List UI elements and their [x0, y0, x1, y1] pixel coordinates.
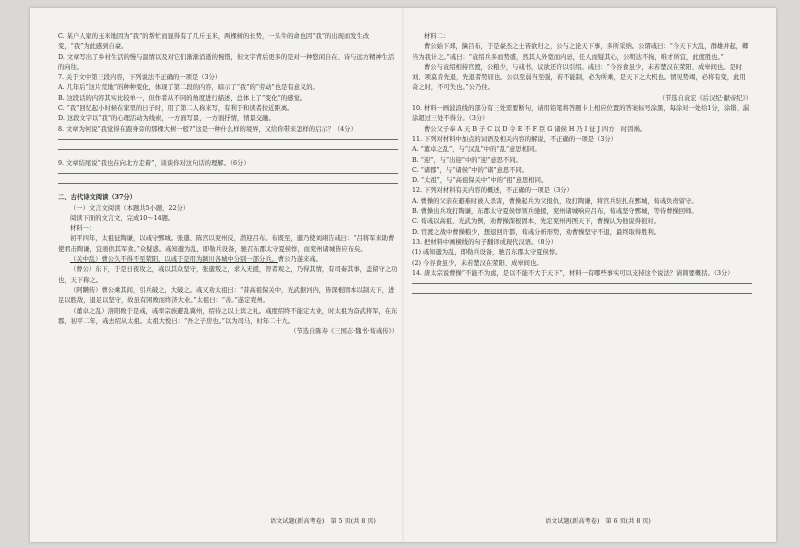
- passage-paragraph: （董卓之乱）洛阳败于是彧，彧率宗族避乱冀州，绍待之以上宾之礼。彧度绍终不能定大业，时太祖为奋武将军，在东郡，初平二年，彧去绍从太祖。太祖大悦曰：“吾之子房也。”以为司马，时年二十九。: [58, 307, 398, 325]
- passage-source: （节选自袁宏《后汉纪·献帝纪》）: [658, 94, 752, 102]
- question-12: 12. 下列对材料有关内容的概述，不正确的一项是（3分）: [412, 187, 573, 195]
- question-11-d: D. “太祖”，与“高祖保关中”中的“祖”意思相同。: [412, 177, 548, 185]
- option-c: C. 某户人家的玉米地因为“我”的帮忙而显得有了几斤玉米，两棵树的长势，一头牛的命也因“我”的出现而发生改变，“我”为此感到自豪。: [58, 33, 370, 51]
- question-12-b: B. 曹操出兵攻打陶谦，东郡太守夏侯惇领兵驰援，兖州诸城响应吕布，荀彧坚守鄄城，等待曹操回师。: [412, 208, 698, 216]
- question-8: 8. 文章为何说“我觉得在跟身旁的那棵大树一般?”这是一种什么样的境界，又给你带来怎样的启示？（4分）: [58, 125, 357, 133]
- question-12-c: C. 荀彧以高祖、光武为例，劝曹操深根固本，先定兖州再图天下，曹操认为他说得很对。: [412, 218, 660, 226]
- question-11: 11. 下列对材料中加点的词语及相关内容的解说，不正确的一项是（3分）: [412, 135, 617, 143]
- question-13: 13. 把材料中画横线的句子翻译成现代汉语。（8分）: [412, 238, 558, 246]
- question-10: 10. 材料一画波浪线的部分有三处需要断句，请用铅笔将答题卡上相应位置的答案标号涂黑，每涂对一处给1分，涂错、漏涂超过三处不得分。（3分）: [412, 105, 750, 123]
- page-fold: [402, 8, 404, 542]
- question-11-a: A. “董卓之乱”，与“汉乱”中的“乱”意思相同。: [412, 146, 541, 154]
- passage-paragraph: （阿瞒传）曹公乘其间，引兵破之，大破之。彧又劝太祖曰：“昔高祖保关中，光武据河内，皆深根固本以制天下，进足以胜敌，退足以坚守，故虽有困败而终济大业。”太祖曰：“善。”遂定兖州。: [58, 286, 395, 305]
- subsection-1-heading: （一）文言文阅读（本题共5小题，22分）: [70, 204, 190, 212]
- page-footer-6: 语文试题(新高考卷) 第 6 页(共 8 页): [545, 518, 651, 525]
- answer-line: [412, 283, 752, 284]
- passage-paragraph: 曹公始下邳，擒吕布，于是豪杰之士皆欲归之，公与之论天下事，多所采纳。公谓彧曰：“今天下大乱，群雄并起，卿当为我计之。”彧曰：“袁绍兵多而势盛，然其人外宽而内忌，任人而疑其心，公明达不拘，唯才所宜，此度胜也。”: [412, 43, 749, 61]
- answer-line: [58, 173, 398, 174]
- answer-line: [412, 293, 752, 294]
- passage-paragraph: 初平四年，太祖征陶谦，以彧守鄄城。张邈、陈宫以兖州反，潜迎吕布。布既至，邈乃使刘翊告彧曰：“吕将军来助曹使君击陶谦，宜亟供其军食。”众疑惑。彧知邈为乱，即勒兵设备，驰召东郡太守夏侯惇，而兖州诸城皆应布矣。: [58, 235, 395, 253]
- question-13-1: (1) 彧知邈为乱，即勒兵设备，驰召东郡太守夏侯惇。: [412, 249, 562, 257]
- question-13-2: (2) 今谷食虽少，未若楚汉在荥阳、成皋间也。: [412, 259, 543, 267]
- page-5: [58, 32, 398, 512]
- passage-paragraph: （曹公）东下，于是日夜攻之，彧以其众坚守，张邈叛之，求入无援，智者观之，乃得其情，有司奏其事，盖留守之功也，天下称之。: [58, 266, 398, 284]
- page-footer-5: 语文试题(新高考卷) 第 5 页(共 8 页): [270, 518, 376, 525]
- answer-line: [58, 139, 398, 140]
- question-7-b: B. 这段话的内容其实比较单一，但作者从不同的角度进行描述，总体上了“变化”的感觉。: [58, 94, 307, 102]
- underlined-sentence: （关中乱）曹公久不得不至荥阳，以彧于是用为颍川各城中分别一部分兵。: [70, 256, 278, 264]
- question-11-c: C. “诸郡”，与“诸侯”中的“诸”意思不同。: [412, 166, 529, 174]
- material-2-label: 材料二：: [424, 33, 450, 40]
- instructions: 阅读下面的文言文，完成10～14题。: [70, 214, 175, 222]
- question-7: 7. 关于文中第三段内容，下列说法不正确的一项是（3分）: [58, 74, 222, 82]
- answer-line: [58, 149, 398, 150]
- question-9: 9. 文章结尾说“我也在向北方走着”，谈谈你对这句话的理解。（6分）: [58, 159, 250, 167]
- question-12-d: D. 官渡之战中曹操粮少，想退回许都，荀彧分析形势，劝曹操坚守不退，最终取得胜利。: [412, 228, 661, 236]
- answer-line: [58, 183, 398, 184]
- page-6: [412, 32, 752, 512]
- question-11-b: B. “迎”，与“出迎”中的“迎”意思不同。: [412, 156, 522, 164]
- question-7-c: C. “我”回忆起小时候在家里的日子时，用了第二人称来写，有利于和读者拉近距离。: [58, 105, 294, 113]
- option-d: D. 文章写出了乡村生活的慢与温情以及对它们渐渐消逝的惋惜，但文字背后更多的是对一种悠闲自在、诗与远方精神生活的向往。: [58, 53, 395, 71]
- question-12-a: A. 曹操的父亲在避难时被人杀害，曹操起兵为父报仇，攻打陶谦，将官兵驻扎在鄄城，荀彧负责留守。: [412, 197, 698, 205]
- question-7-a: A. 几年后“这片荒地”的种种变化，体现了第二段的内容，暗示了“我”的“劳动”也是有意义的。: [58, 84, 319, 92]
- material-1-label: 材料一：: [70, 225, 96, 233]
- section-2-heading: 二、古代诗文阅读（37分）: [58, 194, 137, 202]
- question-10-sentence: 曹公父子奉 A 天 B 子 C 以 D 令 E 不 F 臣 G 诸侯 H 乃 I 征 J 四方 时因祸。: [424, 125, 647, 133]
- passage-paragraph: 曹公与袁绍相持官渡，公粮少，与彧书，议欲还许以引绍。彧曰：“今谷食虽少，未若楚汉在荥阳、成皋间也。是时刘、项莫肯先退，先退者势屈也。公以至弱当至强，若不能制，必为所乘，是天下之大机也。情见势竭，必将有变，此用奇之时，不可失也。”公乃住。: [412, 63, 746, 92]
- question-7-d: D. 这段文字以“我”的心理活动为线索，一方面写景，一方面抒情，情景交融。: [58, 115, 275, 123]
- passage-source: （节选自陈寿《三国志·魏书·荀彧传》）: [290, 328, 398, 336]
- exam-sheet: [30, 8, 776, 542]
- passage-text: 曹公乃遂来彧。: [277, 256, 322, 264]
- question-14: 14. 唐太宗说曹操“不能不为虑，是以不能不大于天下”，材料一有哪些事实可以支持这个说法？请简要概括。（3分）: [412, 269, 734, 277]
